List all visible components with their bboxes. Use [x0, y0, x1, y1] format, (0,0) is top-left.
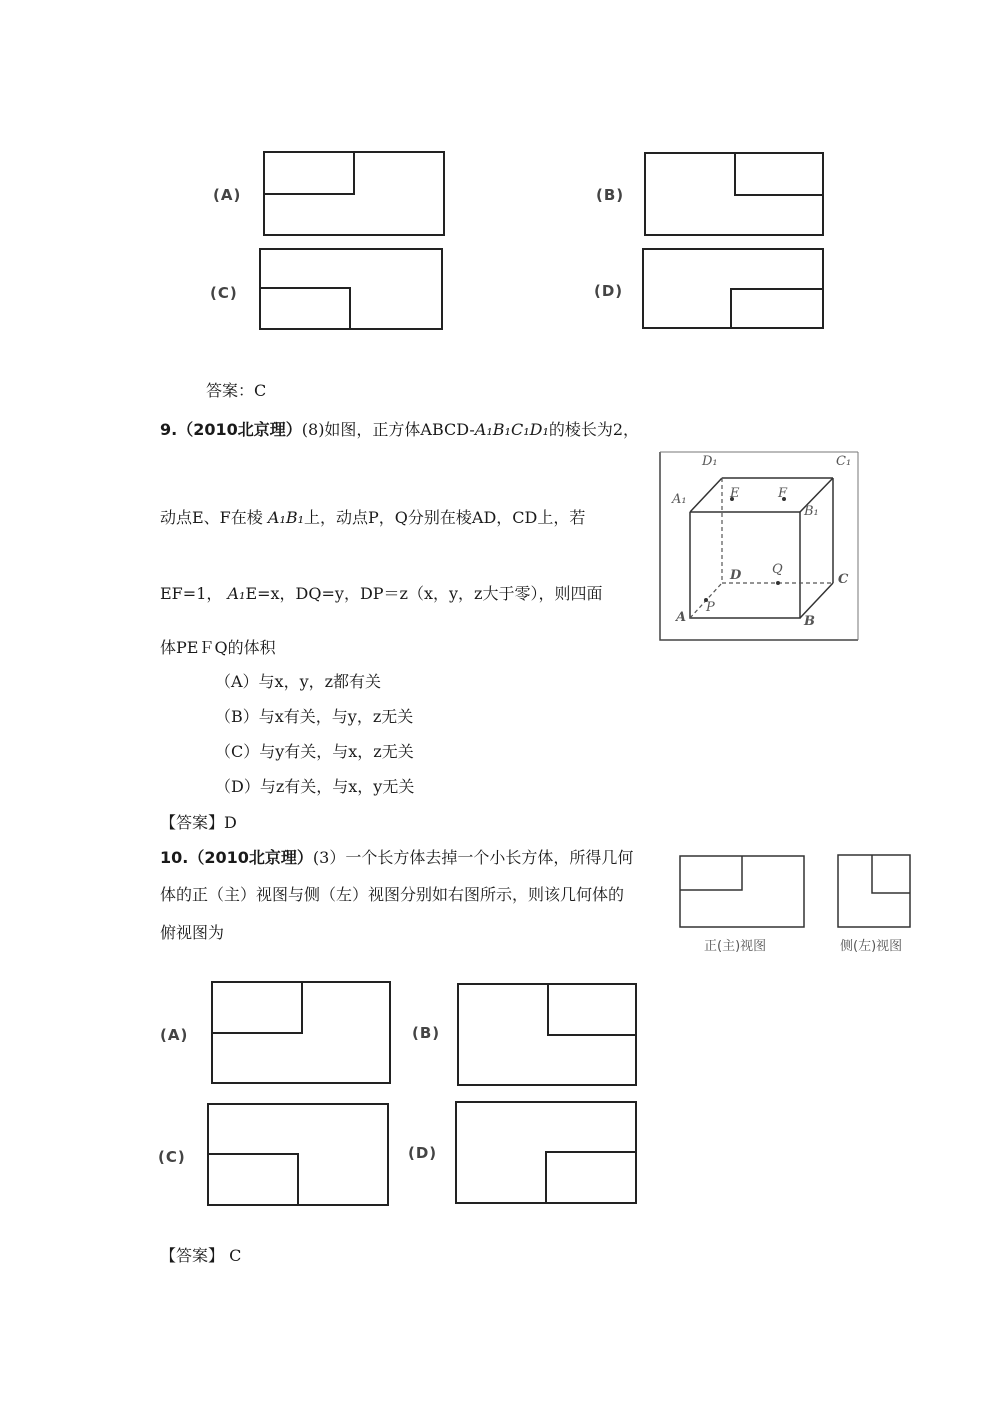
cube-label-d1: D₁ [702, 454, 718, 469]
option-b-figure [643, 151, 825, 238]
q10-option-c-figure [206, 1102, 390, 1208]
q10-line1 [160, 847, 633, 869]
cube-label-d: D [730, 568, 742, 583]
q10-option-c-label: (C) [158, 1148, 186, 1166]
q10-option-b-figure [456, 982, 638, 1088]
q10-side-view-label: 侧(左)视图 [840, 939, 903, 954]
option-a-figure [262, 150, 446, 238]
q10-option-a-label: (A) [160, 1026, 189, 1044]
cube-label-b1: B₁ [804, 504, 819, 519]
q10-option-d-label: (D) [408, 1144, 438, 1162]
q9-line3-post: E=x，DQ=y，DP＝z（x，y，z大于零），则四面 [245, 584, 603, 603]
option-d-label: (D) [594, 282, 624, 300]
q9-choice-b: （B）与x有关，与y，z无关 [215, 707, 414, 726]
option-b-label: (B) [596, 186, 625, 204]
q9-math-a1b1: A₁B₁ [267, 508, 305, 527]
q9-math-a1: A₁ [227, 584, 246, 603]
q10-option-d-figure [454, 1100, 638, 1206]
q9-line3-pre: EF=1， [160, 584, 223, 603]
option-d-figure [641, 247, 825, 331]
q10-line1-text: (3）一个长方体去掉一个小长方体，所得几何 [312, 848, 634, 867]
q9-line2 [160, 507, 585, 529]
cube-drawing [658, 450, 860, 642]
q10-front-view-label: 正(主)视图 [704, 939, 767, 954]
q9-line2-post: 上，动点P，Q分别在棱AD，CD上，若 [304, 508, 586, 527]
q10-number: 10. [160, 848, 189, 867]
cube-label-f: F [778, 486, 788, 501]
q9-choice-d: （D）与z有关，与x，y无关 [215, 777, 415, 796]
cube-label-p: P [706, 600, 715, 615]
q9-line3 [160, 583, 602, 605]
q10-source: （2010北京理） [188, 848, 313, 867]
cube-label-a: A [676, 610, 687, 625]
cube-label-b: B [804, 614, 815, 629]
q9-math-a1b1c1d1: A₁B₁C₁D₁ [474, 420, 549, 439]
section8-answer: 答案：C [206, 381, 267, 400]
q10-side-view [836, 853, 912, 929]
option-c-label: (C) [210, 284, 238, 302]
q9-line2-pre: 动点E、F在棱 [160, 508, 263, 527]
q10-front-view [678, 854, 806, 930]
q9-answer: 【答案】D [160, 813, 237, 832]
q10-line3: 俯视图为 [160, 923, 225, 942]
q9-source: （2010北京理） [177, 420, 302, 439]
q9-cube-figure [658, 450, 860, 642]
cube-label-c1: C₁ [836, 454, 852, 469]
q10-option-b-label: (B) [412, 1024, 441, 1042]
cube-label-e: E [730, 486, 740, 501]
q9-line4: 体PEＦQ的体积 [160, 638, 276, 657]
option-c-figure [258, 247, 444, 332]
cube-label-a1: A₁ [672, 492, 687, 507]
q10-line2: 体的正（主）视图与侧（左）视图分别如右图所示，则该几何体的 [160, 885, 625, 904]
option-a-label: (A) [213, 186, 242, 204]
q9-line1 [160, 419, 639, 441]
q9-line1-post: 的棱长为2， [548, 420, 640, 439]
q10-option-a-figure [210, 980, 392, 1086]
cube-label-q: Q [772, 562, 783, 577]
q9-number: 9. [160, 420, 178, 439]
q9-choice-c: （C）与y有关，与x，z无关 [215, 742, 414, 761]
q9-line1-pre: (8)如图，正方体ABCD- [301, 420, 475, 439]
q9-choice-a: （A）与x，y，z都有关 [215, 672, 382, 691]
q10-answer: 【答案】 C [160, 1246, 242, 1265]
cube-label-c: C [838, 572, 849, 587]
